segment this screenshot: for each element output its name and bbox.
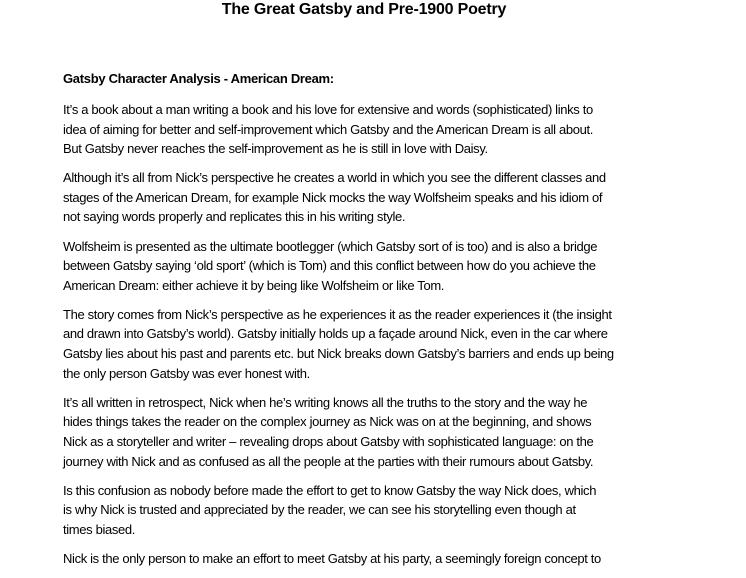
text-line: idea of aiming for better and self-improvement which Gatsby and the American Dream is all about.	[63, 121, 594, 137]
text-line: times biased.	[63, 521, 136, 537]
document-body	[63, 100, 673, 578]
text-line: Gatsby lies about his past and parents etc. but Nick breaks down Gatsby’s barriers and ends up being	[63, 346, 614, 362]
text-line: Nick as a storyteller and writer – revealing drops about Gatsby with sophisticated language: on the	[63, 433, 594, 449]
text-line: journey with Nick and as confused as all the people at the parties with their rumours about Gatsby.	[63, 453, 594, 469]
text-line: the only person Gatsby was ever honest with.	[63, 365, 310, 381]
paragraph-3	[63, 237, 673, 296]
text-line: It’s all written in retrospect, Nick when he’s writing knows all the truths to the story and the way he	[63, 394, 588, 410]
text-line: It’s a book about a man writing a book and his love for extensive and words (sophisticated) links to	[63, 102, 593, 117]
section-heading: Gatsby Character Analysis - American Dream:	[63, 71, 334, 86]
text-line: hides things takes the reader on the complex journey as Nick was on at the beginning, and shows	[63, 414, 592, 430]
paragraph-6	[63, 481, 673, 540]
text-line: and drawn into Gatsby’s world). Gatsby initially holds up a façade around Nick, even in the car where	[63, 326, 608, 342]
paragraph-1	[63, 100, 673, 159]
text-line: between Gatsby saying ‘old sport’ (which is Tom) and this conflict between how do you achieve the	[63, 258, 596, 274]
text-line: Nick is the only person to make an effort to meet Gatsby at his party, a seemingly foreign concept to	[63, 550, 601, 566]
text-line: stages of the American Dream, for example Nick mocks the way Wolfsheim speaks and his idiom of	[63, 189, 603, 205]
paragraph-4	[63, 305, 673, 383]
document-title: The Great Gatsby and Pre-1900 Poetry	[221, 1, 507, 18]
paragraph-2	[63, 168, 673, 227]
paragraph-5	[63, 393, 673, 471]
text-line: not saying words properly and replicates this in his writing style.	[63, 209, 406, 225]
text-line: Is this confusion as nobody before made the effort to get to know Gatsby the way Nick does, which	[63, 482, 597, 498]
text-line: Wolfsheim is presented as the ultimate bootlegger (which Gatsby sort of is too) and is also a bridge	[63, 238, 598, 254]
text-line: American Dream: either achieve it by being like Wolfsheim or like Tom.	[63, 277, 445, 293]
text-line: The story comes from Nick’s perspective as he experiences it as the reader experiences it (the insight	[63, 306, 612, 322]
text-line: Although it’s all from Nick’s perspective he creates a world in which you see the different classes and	[63, 170, 606, 186]
text-line: But Gatsby never reaches the self-improvement as he is still in love with Daisy.	[63, 141, 488, 157]
text-line: is why Nick is trusted and appreciated by the reader, we can see his storytelling even though at	[63, 502, 576, 518]
